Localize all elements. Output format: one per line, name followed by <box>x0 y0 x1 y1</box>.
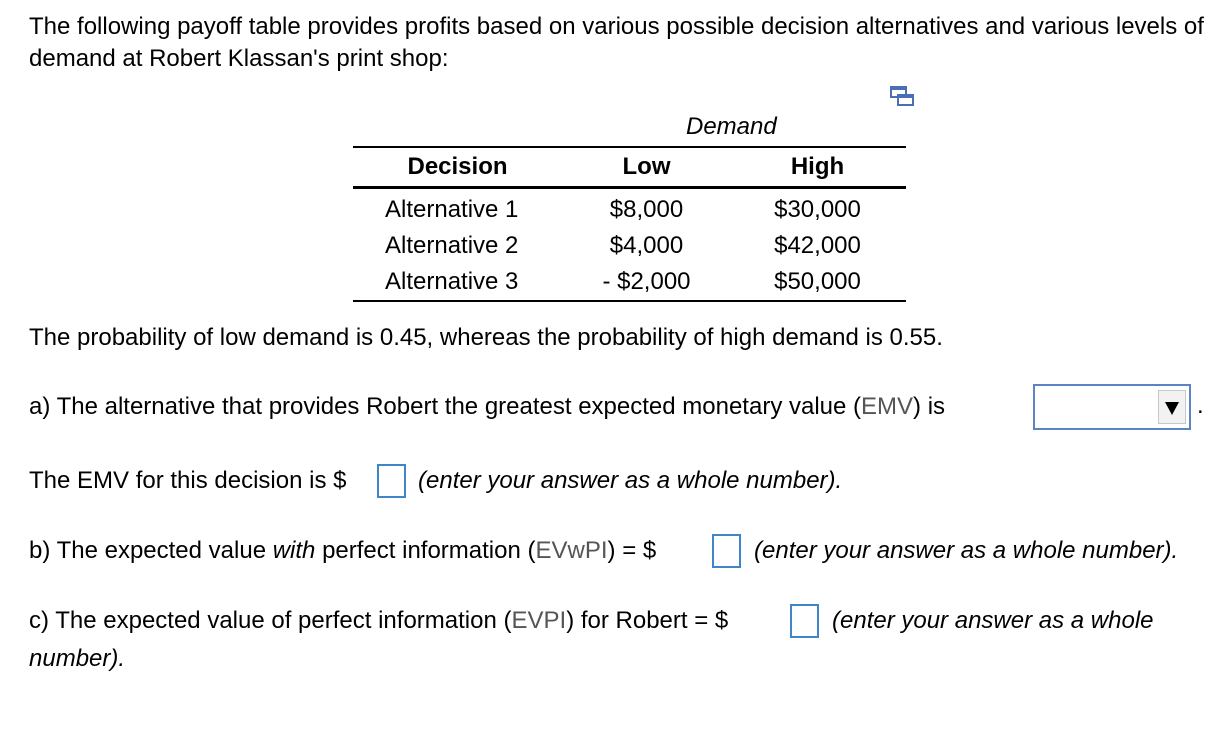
low-demand-cell: $4,000 <box>609 232 684 259</box>
table-row <box>353 192 906 228</box>
high-demand-cell: $30,000 <box>774 196 861 223</box>
question-b-hint: (enter your answer as a whole number). <box>754 537 1179 564</box>
evwpi-answer-input[interactable] <box>712 534 741 568</box>
question-b-prefix: b) The expected value <box>29 537 273 564</box>
probability-statement: The probability of low demand is 0.45, whereas the probability of high demand is 0.55. <box>29 324 943 351</box>
demand-header: Demand <box>686 113 777 140</box>
column-header-decision: Decision <box>407 153 508 180</box>
question-c-hint: (enter your answer as a whole <box>832 607 1154 634</box>
copy-table-icon[interactable] <box>889 84 915 108</box>
question-b-suffix: ) = $ <box>607 537 657 564</box>
high-demand-cell: $50,000 <box>774 268 861 295</box>
question-c-suffix: ) for Robert = $ <box>566 607 729 634</box>
decision-cell: Alternative 3 <box>385 268 519 295</box>
question-emv-hint: (enter your answer as a whole number). <box>418 467 843 494</box>
table-row <box>353 228 906 264</box>
question-a-text-before: a) The alternative that provides Robert the greatest expected monetary value ( <box>29 393 862 420</box>
question-a-period: . <box>1197 392 1204 419</box>
question-a <box>29 391 945 423</box>
question-b <box>29 535 656 567</box>
question-b-with: with <box>272 537 316 564</box>
question-a-text-after: ) is <box>913 393 946 420</box>
column-header-low: Low <box>622 153 671 180</box>
question-b-middle: perfect information ( <box>315 537 536 564</box>
question-c-prefix: c) The expected value of perfect information ( <box>29 607 512 634</box>
payoff-table <box>353 146 906 302</box>
emv-answer-input[interactable] <box>377 464 406 498</box>
question-c <box>29 605 728 637</box>
question-c-hint-continued: number). <box>29 645 126 672</box>
alternative-dropdown[interactable] <box>1033 384 1191 430</box>
evpi-abbr: EVPI <box>511 607 567 634</box>
low-demand-cell: - $2,000 <box>602 268 691 295</box>
chevron-down-icon[interactable] <box>1158 390 1186 424</box>
decision-cell: Alternative 2 <box>385 232 519 259</box>
problem-intro: The following payoff table provides profits based on various possible decision alternatives and various levels of demand at Robert Klassan's print shop: <box>29 13 1204 72</box>
decision-cell: Alternative 1 <box>385 196 519 223</box>
question-emv <box>29 465 346 497</box>
high-demand-cell: $42,000 <box>774 232 861 259</box>
payoff-table-header <box>353 148 906 189</box>
evwpi-abbr: EVwPI <box>535 537 608 564</box>
column-header-high: High <box>790 153 845 180</box>
question-emv-text: The EMV for this decision is $ <box>29 467 347 494</box>
low-demand-cell: $8,000 <box>609 196 684 223</box>
emv-abbr: EMV <box>861 393 914 420</box>
table-row <box>353 264 906 300</box>
evpi-answer-input[interactable] <box>790 604 819 638</box>
